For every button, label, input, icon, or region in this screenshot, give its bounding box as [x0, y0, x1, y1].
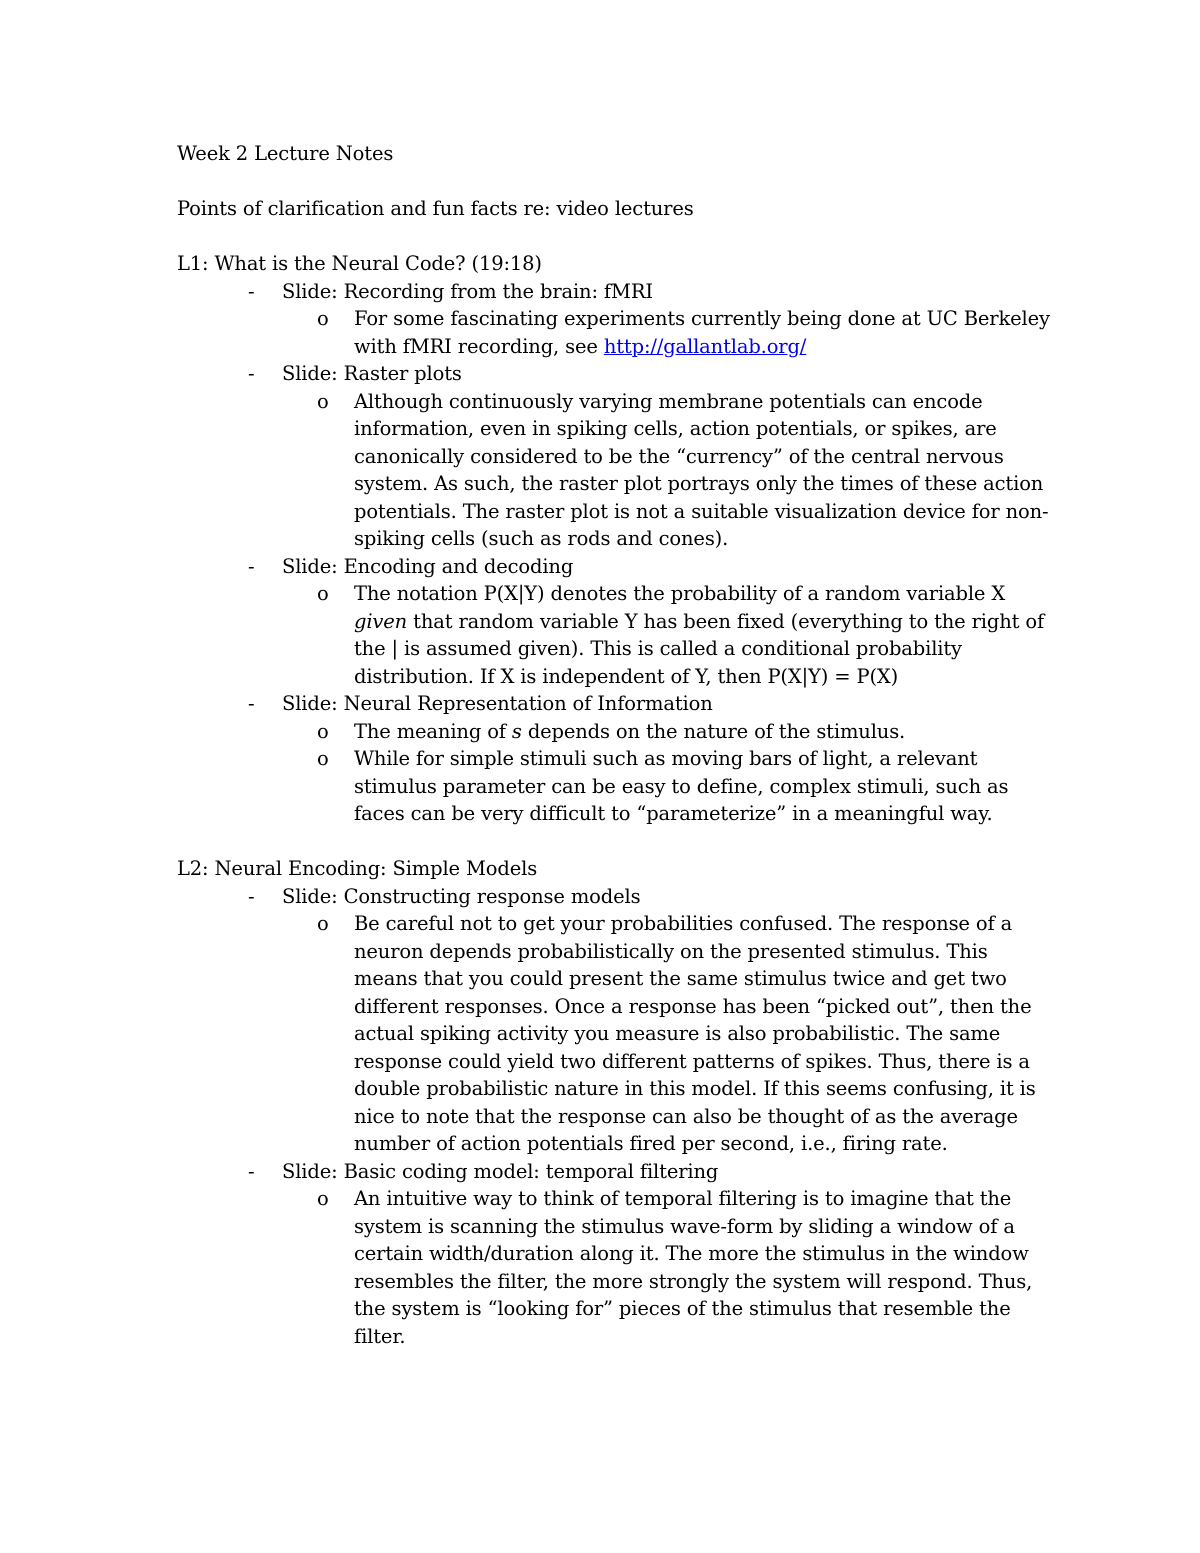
bullet-item [177, 388, 1057, 553]
slide-label: Slide: Encoding and decoding [282, 554, 574, 578]
bullet-marker: o [317, 307, 329, 330]
bullet-marker: o [317, 389, 329, 413]
bullet-text: An intuitive way to think of temporal filtering is to imagine that the system is scanning the stimulus wave-form by sliding a window of a certain width/duration along it. The more the stimulus in the window resembles the filter, the more strongly the system will respond. Thus, the system is “looking for” pieces of the stimulus that resemble the filter. [354, 1187, 1033, 1348]
bullet-item [177, 745, 1057, 828]
dash-marker: - [248, 279, 255, 303]
bullet-text: Be careful not to get your probabilities confused. The response of a neuron depends probabilistically on the presented stimulus. This means that you could present the same stimulus twice and get two different responses. Once a response has been “picked out”, then the actual spiking activity you measure is also probabilistic. The same response could yield two different patterns of spikes. Thus, there is a double probabilistic nature in this model. If this seems confusing, it is nice to note that the response can also be thought of as the average number of action potentials fired per second, i.e., firing rate. [354, 912, 1036, 1155]
dash-marker: - [248, 554, 255, 578]
slide-label: Slide: Neural Representation of Information [282, 692, 713, 715]
spacer [177, 828, 1057, 856]
bullet-text: For some fascinating experiments currently being done at UC Berkeley with fMRI recording, see [354, 307, 1050, 358]
dash-marker: - [248, 884, 255, 908]
bullet-item [177, 910, 1057, 1158]
slide-item [177, 553, 1057, 581]
slide-label: Slide: Recording from the brain: fMRI [282, 279, 653, 303]
bullet-marker: o [317, 1187, 329, 1210]
bullet-marker: o [317, 912, 329, 935]
bullet-item [177, 305, 1057, 360]
slide-item [177, 883, 1057, 911]
slide-item [177, 1158, 1057, 1186]
dash-marker: - [248, 692, 255, 715]
bullet-text: The meaning of [354, 719, 512, 743]
dash-marker: - [248, 362, 255, 385]
bullet-item [177, 718, 1057, 746]
bullet-item [177, 1185, 1057, 1350]
lecture-heading-l1: L1: What is the Neural Code? (19:18) [177, 252, 542, 275]
bullet-marker: o [317, 719, 329, 743]
slide-item [177, 360, 1057, 388]
slide-label: Slide: Constructing response models [282, 884, 641, 908]
bullet-marker: o [317, 582, 329, 605]
slide-item [177, 278, 1057, 306]
bullet-text: depends on the nature of the stimulus. [521, 719, 906, 743]
slide-item [177, 690, 1057, 718]
italic-term: given [354, 609, 408, 633]
bullet-text: The notation P(X|Y) denotes the probability of a random variable X [354, 582, 1006, 605]
spacer [177, 223, 1057, 251]
slide-label: Slide: Basic coding model: temporal filtering [282, 1159, 719, 1183]
bullet-text: While for simple stimuli such as moving bars of light, a relevant stimulus parameter can be easy to define, complex stimuli, such as faces can be very difficult to “parameterize” in a meaningful way. [354, 747, 1009, 825]
bullet-item [177, 580, 1057, 690]
bullet-text: Although continuously varying membrane potentials can encode information, even in spiking cells, action potentials, or spikes, are canonically considered to be the “currency” of the central nervous system. As such, the raster plot portrays only the times of these action potentials. The raster plot is not a suitable visualization device for non-spiking cells (such as rods and cones). [354, 389, 1049, 550]
italic-term: s [511, 719, 522, 743]
bullet-marker: o [317, 747, 329, 770]
lecture-heading-l2: L2: Neural Encoding: Simple Models [177, 857, 538, 880]
slide-label: Slide: Raster plots [282, 362, 462, 385]
bullet-text: that random variable Y has been fixed (everything to the right of the | is assumed given). This is called a conditional probability distribution. If X is independent of Y, then P(X|Y) = P(X) [354, 609, 1045, 688]
dash-marker: - [248, 1159, 255, 1183]
document-page [177, 140, 1057, 1350]
gallantlab-link[interactable]: http://gallantlab.org/ [603, 334, 807, 358]
document-title: Week 2 Lecture Notes [177, 142, 394, 165]
spacer [177, 168, 1057, 196]
document-subtitle: Points of clarification and fun facts re: video lectures [177, 197, 694, 220]
